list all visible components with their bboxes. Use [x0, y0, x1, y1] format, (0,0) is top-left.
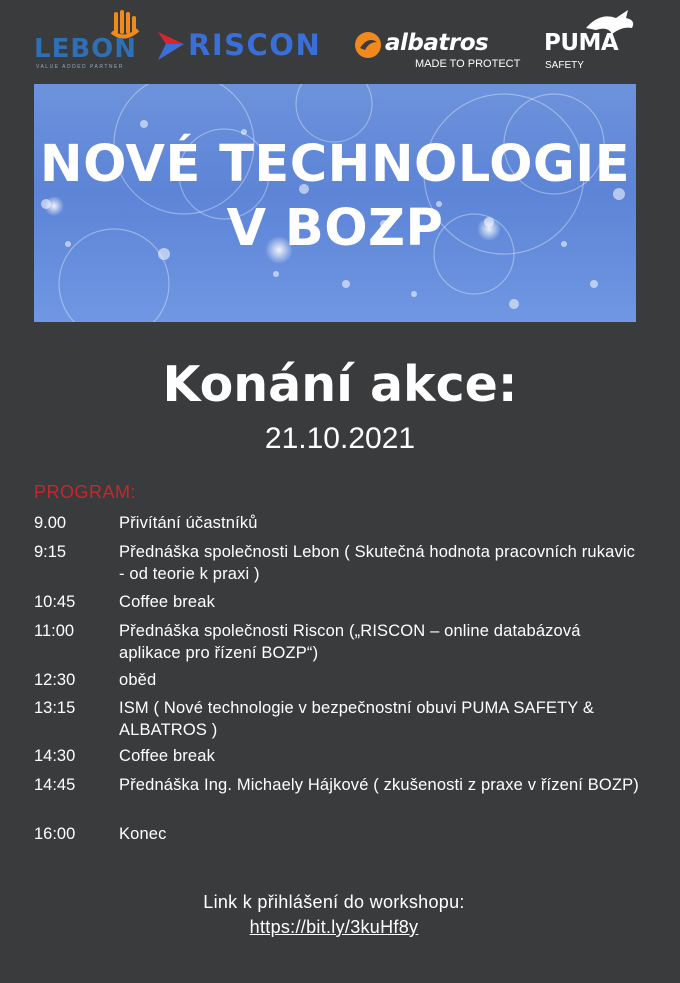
puma-wordmark: PUMA [544, 30, 619, 56]
event-date: 21.10.2021 [264, 422, 416, 455]
event-heading: Konání akce: [162, 356, 518, 413]
program-heading: PROGRAM: [34, 482, 137, 502]
schedule-text: Konec [119, 825, 167, 843]
riscon-wordmark: RISCON [188, 28, 322, 62]
partner-logos [0, 0, 680, 80]
schedule-text: Přednáška společnosti Lebon ( Skutečná hodnota pracovních rukavic - od teorie k praxi ) [119, 543, 636, 583]
puma-logo [542, 8, 642, 74]
schedule-text: oběd [119, 671, 157, 689]
lebon-tagline: VALUE ADDED PARTNER [36, 64, 124, 70]
schedule-time: 13:15 [34, 699, 76, 717]
albatros-logo [353, 28, 531, 72]
albatros-wordmark: albatros [385, 30, 489, 56]
banner-title-line1: NOVÉ TECHNOLOGIE [39, 135, 631, 194]
schedule-time: 10:45 [34, 593, 76, 611]
registration-link[interactable]: https://bit.ly/3kuHf8y [249, 917, 419, 937]
schedule-time: 16:00 [34, 825, 76, 843]
schedule-time: 9:15 [34, 543, 67, 561]
schedule-text: Přivítání účastníků [119, 514, 258, 532]
puma-tagline: SAFETY [545, 60, 584, 71]
lebon-wordmark: LEBON [34, 34, 138, 64]
registration-label: Link k přihlášení do workshopu: [203, 892, 465, 912]
riscon-arrow-icon [156, 30, 186, 64]
schedule-text: Coffee break [119, 747, 215, 765]
schedule-text: ISM ( Nové technologie v bezpečnostní obuvi PUMA SAFETY & ALBATROS ) [119, 699, 595, 739]
schedule-time: 9.00 [34, 514, 67, 532]
banner-title-line2: V BOZP [226, 199, 444, 258]
schedule-time: 14:45 [34, 776, 76, 794]
lebon-logo [34, 10, 146, 72]
schedule-time: 11:00 [34, 622, 75, 640]
schedule-time: 12:30 [34, 671, 76, 689]
schedule-time: 14:30 [34, 747, 76, 765]
albatros-tagline: MADE TO PROTECT [415, 58, 521, 70]
schedule-text: Coffee break [119, 593, 215, 611]
riscon-logo [156, 28, 341, 64]
schedule-text: Přednáška společnosti Riscon („RISCON – online databázová aplikace pro řízení BOZP“) [119, 622, 581, 662]
albatros-circle-icon [353, 30, 383, 60]
title-banner [34, 84, 636, 322]
schedule-text: Přednáška Ing. Michaely Hájkové ( zkušenosti z praxe v řízení BOZP) [119, 776, 639, 794]
